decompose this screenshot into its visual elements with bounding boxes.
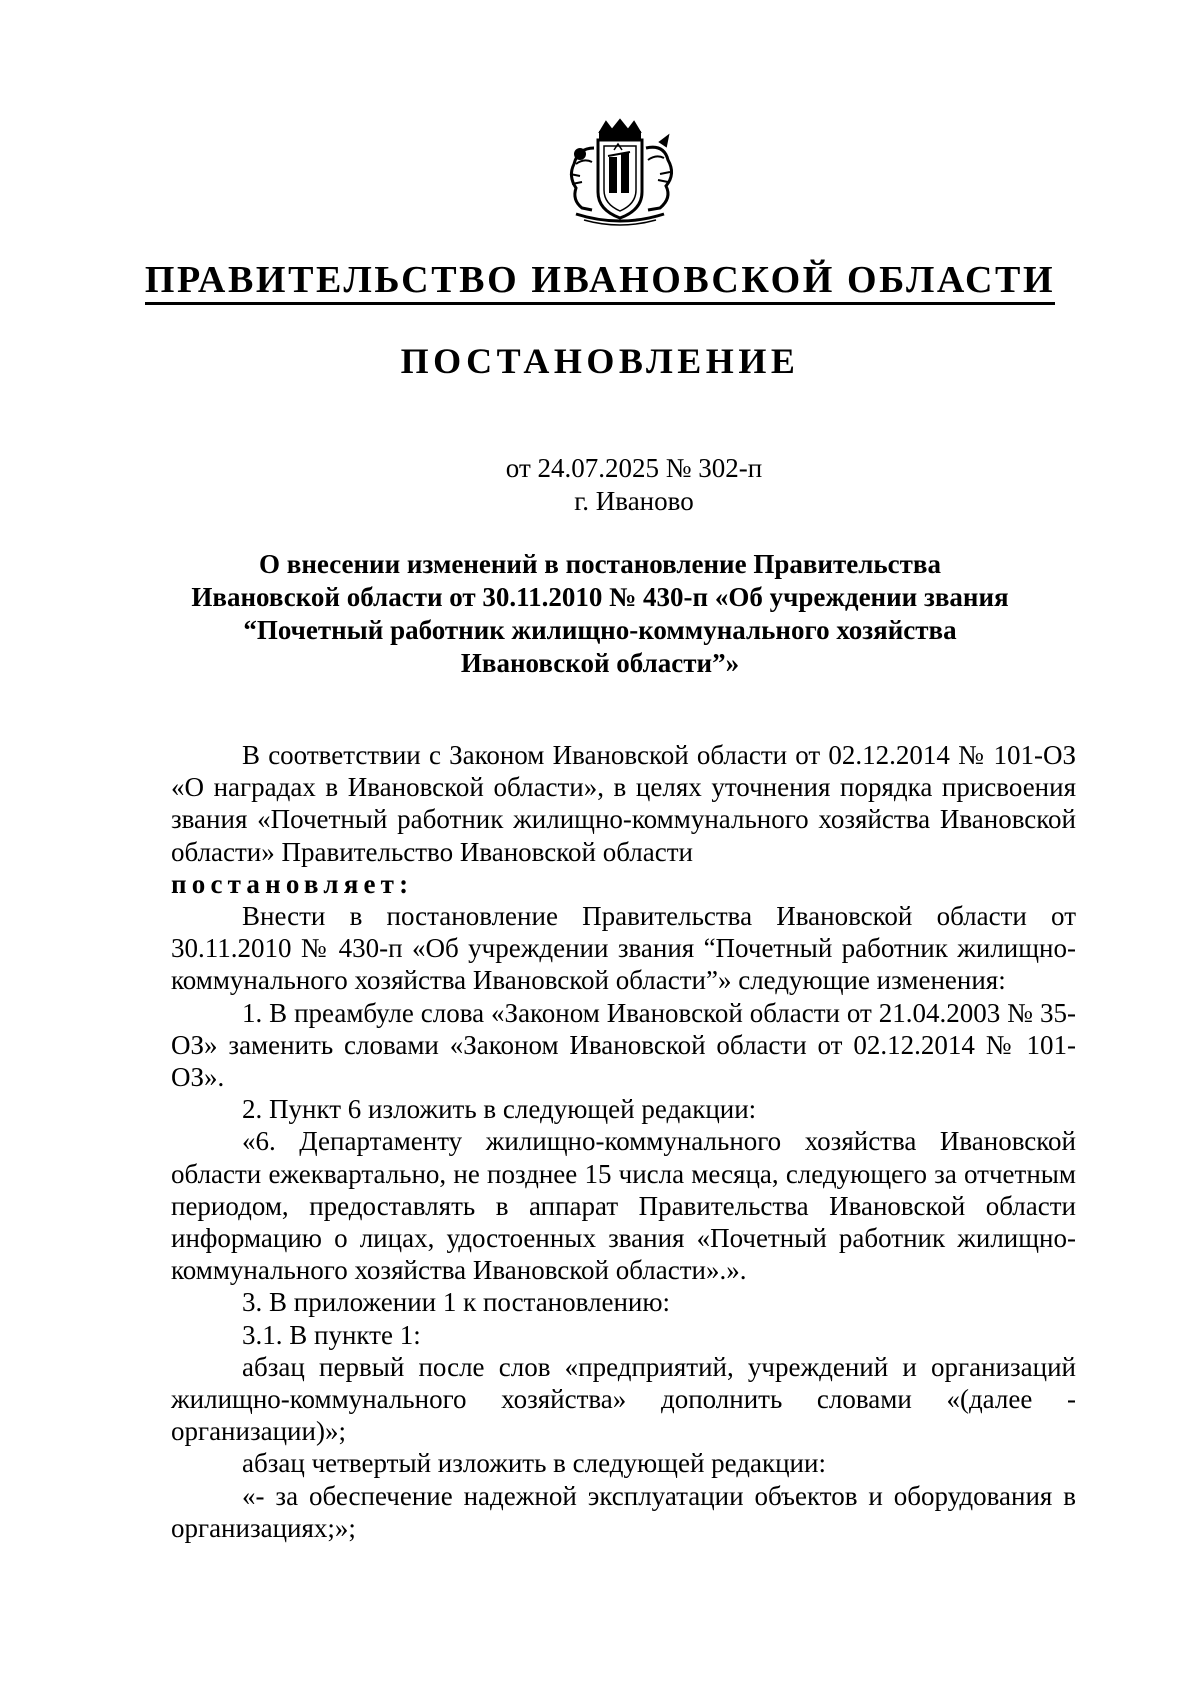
organization-title-text: ПРАВИТЕЛЬСТВО ИВАНОВСКОЙ ОБЛАСТИ (145, 259, 1055, 305)
paragraph-fourth-text: «- за обеспечение надежной эксплуатации объектов и оборудования в организациях;»; (171, 1480, 1076, 1543)
city: г. Иваново (574, 486, 694, 516)
subject-line-1: О внесении изменений в постановление Правительства (259, 549, 941, 579)
paragraph-first-change: абзац первый после слов «предприятий, учреждений и организаций жилищно-коммунального хозяйства» дополнить словами «(далее - организации)»; (171, 1351, 1076, 1447)
document-body (171, 739, 1076, 1544)
subject-line-2: Ивановской области от 30.11.2010 № 430-п «Об учреждении звания (191, 582, 1009, 612)
intro-paragraph: Внести в постановление Правительства Ивановской области от 30.11.2010 № 430-п «Об учреждении звания “Почетный работник жилищно-коммунального хозяйства Ивановской области”» следующие изменения: (171, 901, 1076, 996)
decree-word-paragraph (171, 868, 1076, 900)
item-2-text-paragraph: «6. Департаменту жилищно-коммунального хозяйства Ивановской области ежеквартально, не позднее 15 числа месяца, следующего за отчетным периодом, предоставлять в аппарат Правительства Ивановской области информацию о лицах, удостоенных звания «Почетный работник жилищно-коммунального хозяйства Ивановской области».». (171, 1126, 1076, 1286)
preamble-paragraph: В соответствии с Законом Ивановской области от 02.12.2014 № 101-ОЗ «О наградах в Ивановской области», в целях уточнения порядка присвоения звания «Почетный работник жилищно-коммунального хозяйства Ивановской области» Правительство Ивановской области (171, 740, 1076, 867)
document-subject (0, 548, 1200, 680)
item-3-1-paragraph: 3.1. В пункте 1: (242, 1319, 421, 1350)
document-type-title: ПОСТАНОВЛЕНИЕ (400, 341, 800, 381)
subject-line-3: “Почетный работник жилищно-коммунального хозяйства (243, 615, 957, 645)
item-2-paragraph: 2. Пункт 6 изложить в следующей редакции: (242, 1094, 757, 1125)
coat-of-arms-emblem (556, 118, 684, 230)
item-3-paragraph: 3. В приложении 1 к постановлению: (242, 1287, 671, 1318)
organization-title (0, 258, 1200, 302)
subject-line-4: Ивановской области”» (460, 648, 740, 678)
date-number: от 24.07.2025 № 302-п (505, 453, 763, 483)
decree-word: постановляет: (171, 868, 414, 899)
document-meta (0, 452, 1200, 518)
item-1-paragraph: 1. В преамбуле слова «Законом Ивановской области от 21.04.2003 № 35-ОЗ» заменить словами «Законом Ивановской области от 02.12.2014 № 101-ОЗ». (171, 997, 1076, 1093)
paragraph-fourth-change: абзац четвертый изложить в следующей редакции: (242, 1448, 826, 1479)
